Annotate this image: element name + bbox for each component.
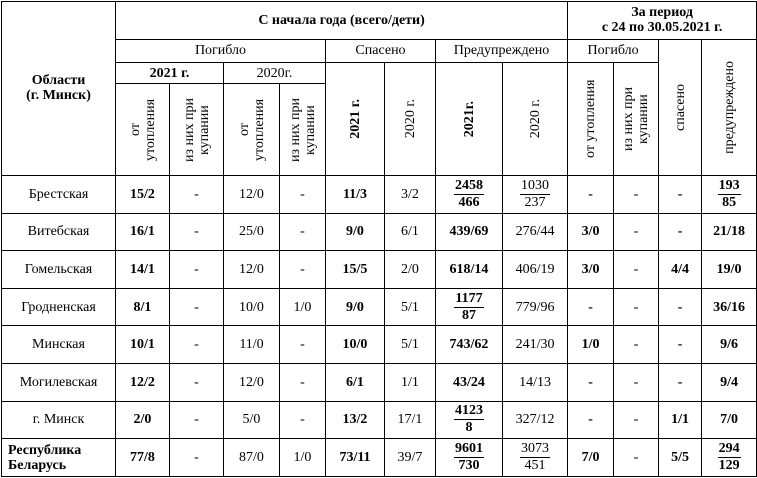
saved-2020-header: 2020 г. bbox=[385, 63, 436, 176]
cell-d21: 8/1 bbox=[116, 288, 170, 326]
cell-p20: 406/19 bbox=[503, 251, 568, 289]
cell-pb: - bbox=[614, 364, 659, 402]
cell-p21 bbox=[436, 175, 503, 213]
cell-d20: 12/0 bbox=[224, 175, 280, 213]
cell-p21: 43/24 bbox=[436, 364, 503, 402]
cell-s21: 6/1 bbox=[326, 364, 385, 402]
cell-d21: 10/1 bbox=[116, 326, 170, 364]
fraction-value: $\frac{2458}{466}$ bbox=[455, 177, 483, 210]
region-column-header: Области (г. Минск) bbox=[2, 2, 116, 176]
cell-p20: 241/30 bbox=[503, 326, 568, 364]
ytd-header: С начала года (всего/дети) bbox=[116, 2, 568, 40]
cell-b21: - bbox=[170, 251, 224, 289]
region-name: г. Минск bbox=[2, 401, 116, 439]
period-bathing-header: из них при купании bbox=[614, 63, 659, 176]
cell-pd: - bbox=[568, 401, 614, 439]
cell-b21: - bbox=[170, 326, 224, 364]
cell-pd: 3/0 bbox=[568, 251, 614, 289]
cell-b20: - bbox=[280, 251, 326, 289]
cell-pp: 9/6 bbox=[702, 326, 757, 364]
cell-b21: - bbox=[170, 213, 224, 251]
cell-pb: - bbox=[614, 326, 659, 364]
cell-b21: - bbox=[170, 364, 224, 402]
cell-pb: - bbox=[614, 175, 659, 213]
cell-ps: - bbox=[659, 364, 702, 402]
table-row bbox=[2, 326, 757, 364]
region-name: Минская bbox=[2, 326, 116, 364]
cell-pb: - bbox=[614, 288, 659, 326]
cell-s21: 9/0 bbox=[326, 288, 385, 326]
cell-d20: 11/0 bbox=[224, 326, 280, 364]
died-2020-drowning-header: от утопления bbox=[224, 84, 280, 176]
cell-d20: 12/0 bbox=[224, 364, 280, 402]
cell-d20: 12/0 bbox=[224, 251, 280, 289]
cell-pd: 3/0 bbox=[568, 213, 614, 251]
cell-b20: - bbox=[280, 213, 326, 251]
period-died-header: Погибло bbox=[568, 39, 659, 62]
died-2020-bathing-header: из них при купании bbox=[280, 84, 326, 176]
table-row bbox=[2, 213, 757, 251]
cell-p21: 743/62 bbox=[436, 326, 503, 364]
cell-pd: - bbox=[568, 175, 614, 213]
cell-s20: 2/0 bbox=[385, 251, 436, 289]
died-2021-drowning-header: от утопления bbox=[116, 84, 170, 176]
cell-d20: 25/0 bbox=[224, 213, 280, 251]
cell-p20 bbox=[503, 175, 568, 213]
cell-s21: 9/0 bbox=[326, 213, 385, 251]
died-2021-bathing-header: из них при купании bbox=[170, 84, 224, 176]
fraction-value: $\frac{1177}{87}$ bbox=[455, 290, 483, 323]
cell-ps: - bbox=[659, 288, 702, 326]
cell-s20: 3/2 bbox=[385, 175, 436, 213]
cell-pd: - bbox=[568, 364, 614, 402]
cell-d20: 5/0 bbox=[224, 401, 280, 439]
region-name: Могилевская bbox=[2, 364, 116, 402]
cell-b20: 1/0 bbox=[280, 439, 326, 477]
period-saved-header: спасено bbox=[659, 39, 702, 175]
cell-b21: - bbox=[170, 175, 224, 213]
cell-p20 bbox=[503, 439, 568, 477]
prevented-header: Предупреждено bbox=[436, 39, 568, 62]
cell-pp: 36/16 bbox=[702, 288, 757, 326]
cell-ps: - bbox=[659, 175, 702, 213]
table-row bbox=[2, 439, 757, 477]
table-row bbox=[2, 175, 757, 213]
cell-s20: 17/1 bbox=[385, 401, 436, 439]
cell-ps: 4/4 bbox=[659, 251, 702, 289]
cell-b20: - bbox=[280, 401, 326, 439]
cell-b21: - bbox=[170, 401, 224, 439]
cell-d21: 15/2 bbox=[116, 175, 170, 213]
cell-s21: 10/0 bbox=[326, 326, 385, 364]
cell-pp: 7/0 bbox=[702, 401, 757, 439]
region-name: Гродненская bbox=[2, 288, 116, 326]
region-name: Республика Беларусь bbox=[2, 439, 116, 477]
cell-b20: 1/0 bbox=[280, 288, 326, 326]
region-name: Гомельская bbox=[2, 251, 116, 289]
fraction-value: $\frac{4123}{8}$ bbox=[455, 403, 483, 436]
cell-p20: 14/13 bbox=[503, 364, 568, 402]
fraction-value: $\frac{9601}{730}$ bbox=[455, 441, 483, 474]
cell-ps: 5/5 bbox=[659, 439, 702, 477]
cell-d21: 77/8 bbox=[116, 439, 170, 477]
cell-s21: 15/5 bbox=[326, 251, 385, 289]
fraction-value: $\frac{294}{129}$ bbox=[718, 441, 740, 474]
cell-p21 bbox=[436, 401, 503, 439]
drowning-statistics-table bbox=[1, 1, 757, 477]
cell-p21: 618/14 bbox=[436, 251, 503, 289]
cell-p21 bbox=[436, 439, 503, 477]
fraction-value: $\frac{193}{85}$ bbox=[718, 177, 740, 210]
cell-ps: - bbox=[659, 213, 702, 251]
prevented-2020-header: 2020 г. bbox=[503, 63, 568, 176]
cell-pd: - bbox=[568, 288, 614, 326]
cell-pp bbox=[702, 439, 757, 477]
cell-ps: - bbox=[659, 326, 702, 364]
cell-p20: 327/12 bbox=[503, 401, 568, 439]
cell-d20: 87/0 bbox=[224, 439, 280, 477]
cell-d21: 12/2 bbox=[116, 364, 170, 402]
cell-p21: 439/69 bbox=[436, 213, 503, 251]
cell-b21: - bbox=[170, 439, 224, 477]
cell-s20: 5/1 bbox=[385, 326, 436, 364]
table-row bbox=[2, 364, 757, 402]
cell-pp: 9/4 bbox=[702, 364, 757, 402]
cell-s21: 13/2 bbox=[326, 401, 385, 439]
cell-b20: - bbox=[280, 175, 326, 213]
period-drowning-header: от утопления bbox=[568, 63, 614, 176]
cell-s21: 73/11 bbox=[326, 439, 385, 477]
cell-b20: - bbox=[280, 364, 326, 402]
cell-p21 bbox=[436, 288, 503, 326]
cell-p20: 779/96 bbox=[503, 288, 568, 326]
cell-d21: 2/0 bbox=[116, 401, 170, 439]
cell-pb: - bbox=[614, 401, 659, 439]
saved-header: Спасено bbox=[326, 39, 436, 62]
cell-pd: 1/0 bbox=[568, 326, 614, 364]
died-header: Погибло bbox=[116, 39, 326, 62]
saved-2021-header: 2021 г. bbox=[326, 63, 385, 176]
region-name: Брестская bbox=[2, 175, 116, 213]
fraction-value: $\frac{1030}{237}$ bbox=[521, 177, 550, 210]
cell-p20: 276/44 bbox=[503, 213, 568, 251]
cell-b20: - bbox=[280, 326, 326, 364]
prevented-2021-header: 2021г. bbox=[436, 63, 503, 176]
cell-pb: - bbox=[614, 213, 659, 251]
cell-d21: 14/1 bbox=[116, 251, 170, 289]
cell-pp bbox=[702, 175, 757, 213]
died-2020-header: 2020г. bbox=[224, 63, 326, 84]
cell-d21: 16/1 bbox=[116, 213, 170, 251]
cell-s21: 11/3 bbox=[326, 175, 385, 213]
period-prevented-header: предупреждено bbox=[702, 39, 757, 175]
cell-pp: 21/18 bbox=[702, 213, 757, 251]
cell-s20: 5/1 bbox=[385, 288, 436, 326]
fraction-value: $\frac{3073}{451}$ bbox=[521, 441, 550, 474]
table-row bbox=[2, 288, 757, 326]
died-2021-header: 2021 г. bbox=[116, 63, 224, 84]
cell-s20: 39/7 bbox=[385, 439, 436, 477]
cell-pd: 7/0 bbox=[568, 439, 614, 477]
table-row bbox=[2, 401, 757, 439]
cell-s20: 6/1 bbox=[385, 213, 436, 251]
cell-pb: - bbox=[614, 251, 659, 289]
cell-pb: - bbox=[614, 439, 659, 477]
cell-s20: 1/1 bbox=[385, 364, 436, 402]
period-header: За период с 24 по 30.05.2021 г. bbox=[568, 2, 757, 40]
cell-b21: - bbox=[170, 288, 224, 326]
region-name: Витебская bbox=[2, 213, 116, 251]
cell-pp: 19/0 bbox=[702, 251, 757, 289]
table-row bbox=[2, 251, 757, 289]
cell-ps: 1/1 bbox=[659, 401, 702, 439]
cell-d20: 10/0 bbox=[224, 288, 280, 326]
